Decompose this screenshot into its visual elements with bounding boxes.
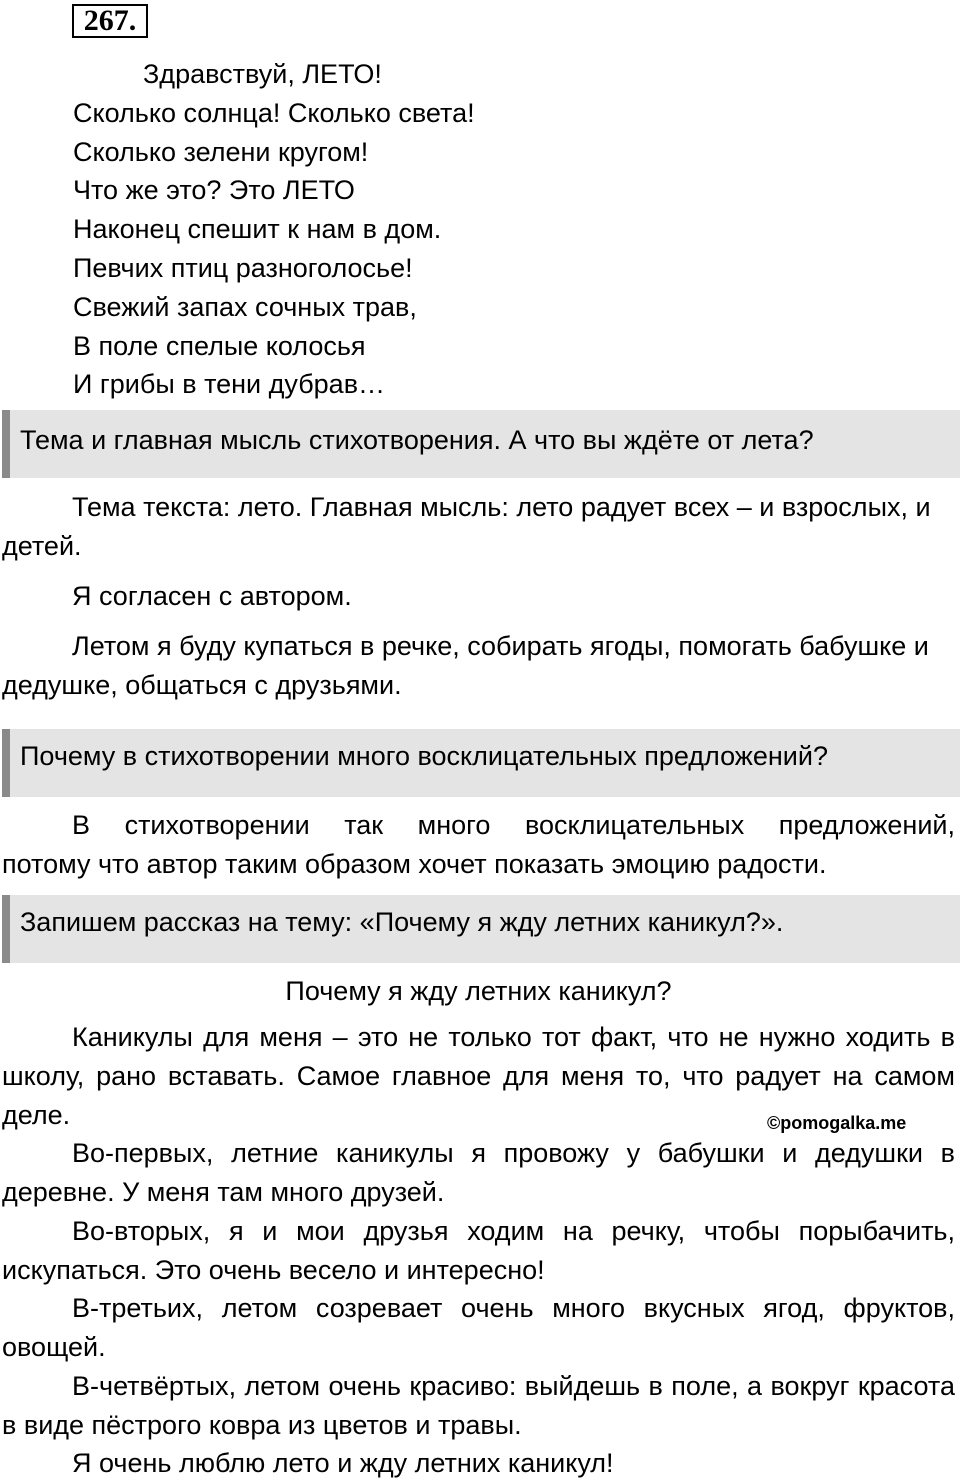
poem-line: Сколько солнца! Сколько света! — [73, 97, 475, 128]
story-paragraph: Во-первых, летние каникулы я провожу у бабушки и дедушки в деревне. У меня там много друзей. — [2, 1138, 955, 1207]
answer-agree: Я согласен с автором. — [72, 581, 352, 611]
answer-exclamation-line1: В стихотворении так много восклицательных предложений, — [72, 810, 955, 840]
poem-line: Что же это? Это ЛЕТО — [73, 175, 355, 206]
poem — [73, 55, 475, 404]
poem-line: Певчих птиц разноголосье! — [73, 252, 413, 283]
poem-line: В поле спелые колосья — [73, 330, 366, 361]
story-title: Почему я жду летних каникул? — [285, 976, 672, 1006]
answer-exclamation-line2: потому что автор таким образом хочет показать эмоцию радости. — [2, 849, 827, 879]
poem-line: Свежий запах сочных трав, — [73, 291, 417, 322]
answer-summer: Летом я буду купаться в речке, собирать ягоды, помогать бабушке и дедушке, общаться с друзьями. — [2, 631, 929, 700]
question-box: Запишем рассказ на тему: «Почему я жду летних каникул?». — [2, 895, 960, 963]
story-paragraph: Во-вторых, я и мои друзья ходим на речку, чтобы порыбачить, искупаться. Это очень весело и интересно! — [2, 1216, 955, 1285]
question-box: Почему в стихотворении много восклицательных предложений? — [2, 729, 960, 797]
story-paragraph: В-третьих, летом созревает очень много вкусных ягод, фруктов, овощей. — [2, 1293, 955, 1362]
exercise-number: 267. — [72, 4, 148, 38]
question-box: Тема и главная мысль стихотворения. А что вы ждёте от лета? — [2, 410, 960, 478]
poem-line: Наконец спешит к нам в дом. — [73, 214, 442, 245]
poem-line: Здравствуй, ЛЕТО! — [143, 59, 382, 89]
poem-line: Сколько зелени кругом! — [73, 136, 369, 167]
story-paragraph: Каникулы для меня – это не только тот факт, что не нужно ходить в школу, рано вставать. Самое главное для меня то, что радует на самом деле. — [2, 1022, 955, 1130]
watermark: ©pomogalka.me — [767, 1113, 907, 1133]
story-paragraph: В-четвёртых, летом очень красиво: выйдешь в поле, а вокруг красота в виде пёстрого ковра из цветов и травы. — [2, 1371, 955, 1440]
story-paragraph: Я очень люблю лето и жду летних каникул! — [72, 1448, 614, 1478]
poem-line: И грибы в тени дубрав… — [73, 369, 386, 400]
answer-theme: Тема текста: лето. Главная мысль: лето радует всех – и взрослых, и детей. — [2, 492, 931, 561]
